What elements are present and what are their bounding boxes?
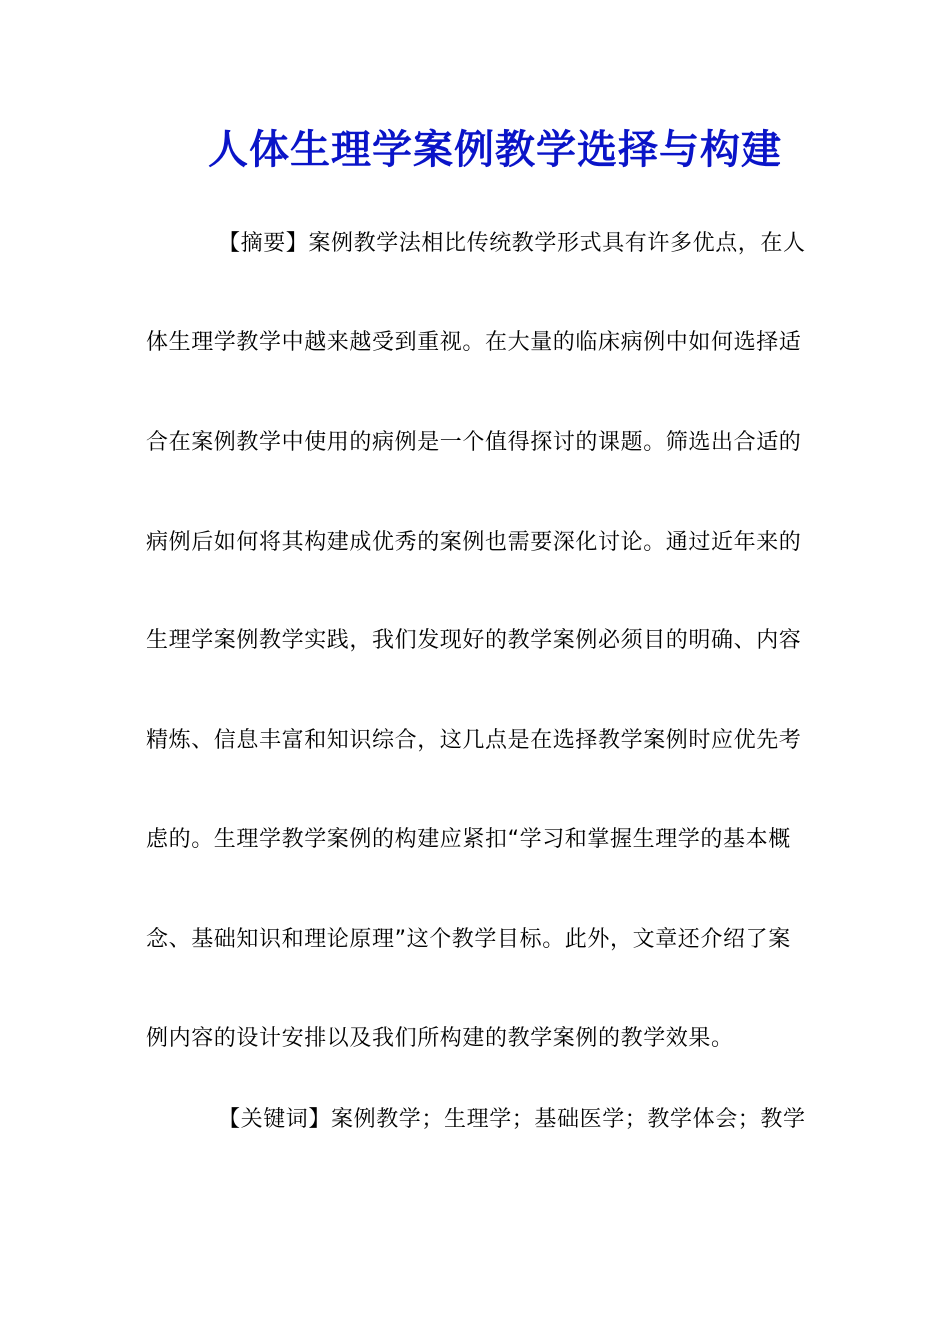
abstract-line: 病例后如何将其构建成优秀的案例也需要深化讨论。通过近年来的 [146, 530, 802, 555]
abstract-line: 合在案例教学中使用的病例是一个值得探讨的课题。筛选出合适的 [146, 430, 802, 455]
abstract-line: 体生理学教学中越来越受到重视。在大量的临床病例中如何选择适 [146, 330, 802, 355]
abstract-line: 例内容的设计安排以及我们所构建的教学案例的教学效果。 [146, 1026, 734, 1051]
abstract-line: 精炼、信息丰富和知识综合，这几点是在选择教学案例时应优先考 [146, 728, 802, 753]
abstract-line: 念、基础知识和理论原理”这个教学目标。此外，文章还介绍了案 [146, 927, 791, 952]
abstract-line: 生理学案例教学实践，我们发现好的教学案例必须目的明确、内容 [146, 628, 802, 653]
document-title: 人体生理学案例教学选择与构建 [208, 126, 782, 173]
keywords-line: 【关键词】案例教学；生理学；基础医学；教学体会；教学 [218, 1107, 806, 1132]
abstract-line: 虑的。生理学教学案例的构建应紧扣“学习和掌握生理学的基本概 [146, 827, 791, 852]
abstract-line: 【摘要】案例教学法相比传统教学形式具有许多优点，在人 [218, 231, 806, 256]
